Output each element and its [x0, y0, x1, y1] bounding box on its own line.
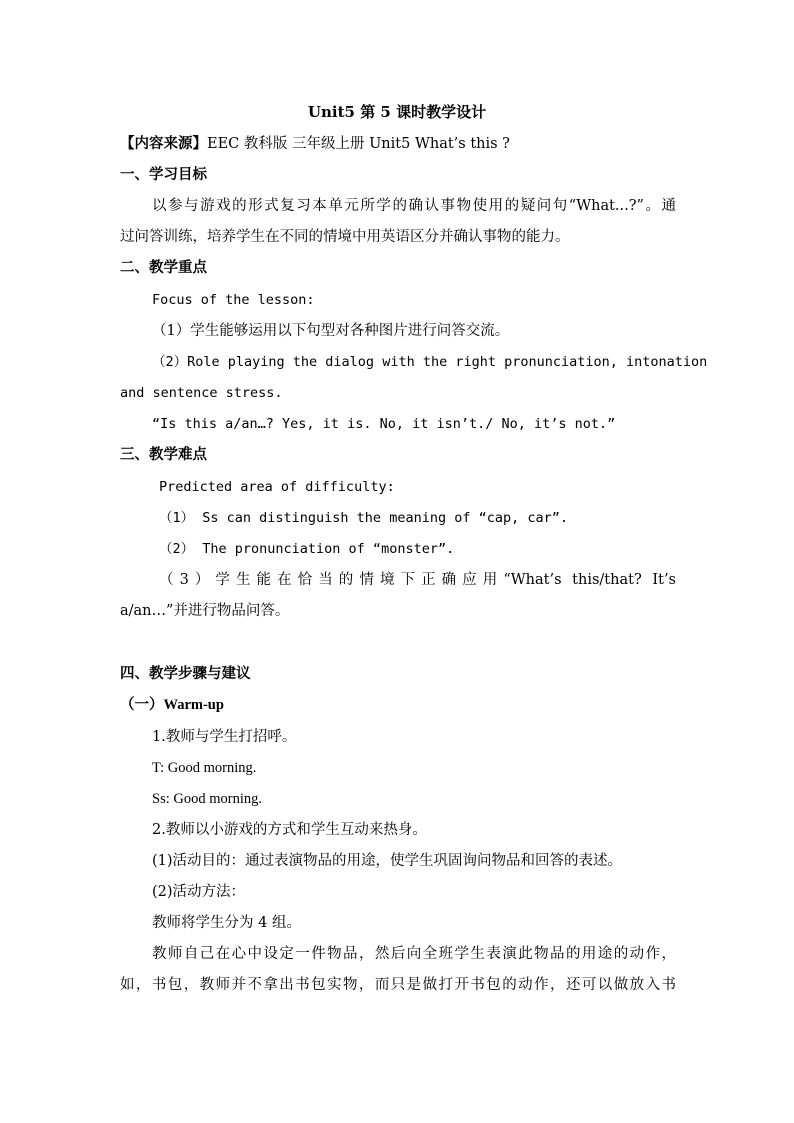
- difficulties-item-2: （2） The pronunciation of “monster”.: [159, 541, 455, 557]
- key-points-sentence-pattern: “Is this a/an…? Yes, it is. No, it isn’t./ No, it’s not.”: [152, 416, 616, 432]
- steps-line-example: 如，书包，教师并不拿出书包实物，而只是做打开书包的动作，还可以做放入书: [120, 977, 676, 993]
- objectives-line-1: 以参与游戏的形式复习本单元所学的确认事物使用的疑问句“What...?”。通: [152, 198, 676, 214]
- section-heading-steps: 四、教学步骤与建议: [120, 665, 251, 682]
- difficulties-item-1: （1） Ss can distinguish the meaning of “cap, car”.: [159, 510, 569, 526]
- document-title: Unit5 第 5 课时教学设计: [307, 103, 487, 121]
- section-heading-difficulties: 三、教学难点: [120, 446, 207, 463]
- difficulties-intro: Predicted area of difficulty:: [159, 479, 395, 495]
- steps-subheading-warmup: （一）Warm-up: [120, 697, 224, 713]
- section-heading-objectives: 一、学习目标: [120, 166, 207, 183]
- steps-line-activity-purpose: (1)活动目的：通过表演物品的用途，使学生巩固询问物品和回答的表述。: [152, 853, 623, 869]
- steps-line-teacher-dialog: T: Good morning.: [152, 760, 257, 776]
- key-points-item-1: （1）学生能够运用以下句型对各种图片进行问答交流。: [152, 323, 510, 339]
- difficulties-item-3-cont: a/an…”并进行物品问答。: [120, 603, 290, 619]
- steps-line-game-warmup: 2.教师以小游戏的方式和学生互动来热身。: [152, 822, 427, 838]
- steps-line-groups: 教师将学生分为 4 组。: [152, 915, 301, 931]
- key-points-focus: Focus of the lesson:: [152, 292, 315, 308]
- content-source-line: [120, 134, 676, 154]
- key-points-item-2: （2）Role playing the dialog with the right pronunciation, intonation: [152, 354, 708, 370]
- section-heading-key-points: 二、教学重点: [120, 259, 207, 276]
- steps-line-greeting: 1.教师与学生打招呼。: [152, 729, 297, 745]
- steps-line-teacher-acts: 教师自己在心中设定一件物品，然后向全班学生表演此物品的用途的动作，: [152, 946, 676, 962]
- content-source-text: EEC 教科版 三年级上册 Unit5 What’s this ?: [207, 136, 510, 152]
- content-source-label: 【内容来源】: [120, 135, 207, 152]
- steps-line-students-dialog: Ss: Good morning.: [152, 791, 262, 807]
- key-points-item-2-cont: and sentence stress.: [120, 385, 283, 401]
- objectives-line-2: 过问答训练，培养学生在不同的情境中用英语区分并确认事物的能力。: [120, 229, 570, 245]
- steps-line-activity-method: (2)活动方法：: [152, 884, 246, 900]
- difficulties-item-3: （3）学生能在恰当的情境下正确应用“What’s this/that? It’s: [159, 572, 676, 588]
